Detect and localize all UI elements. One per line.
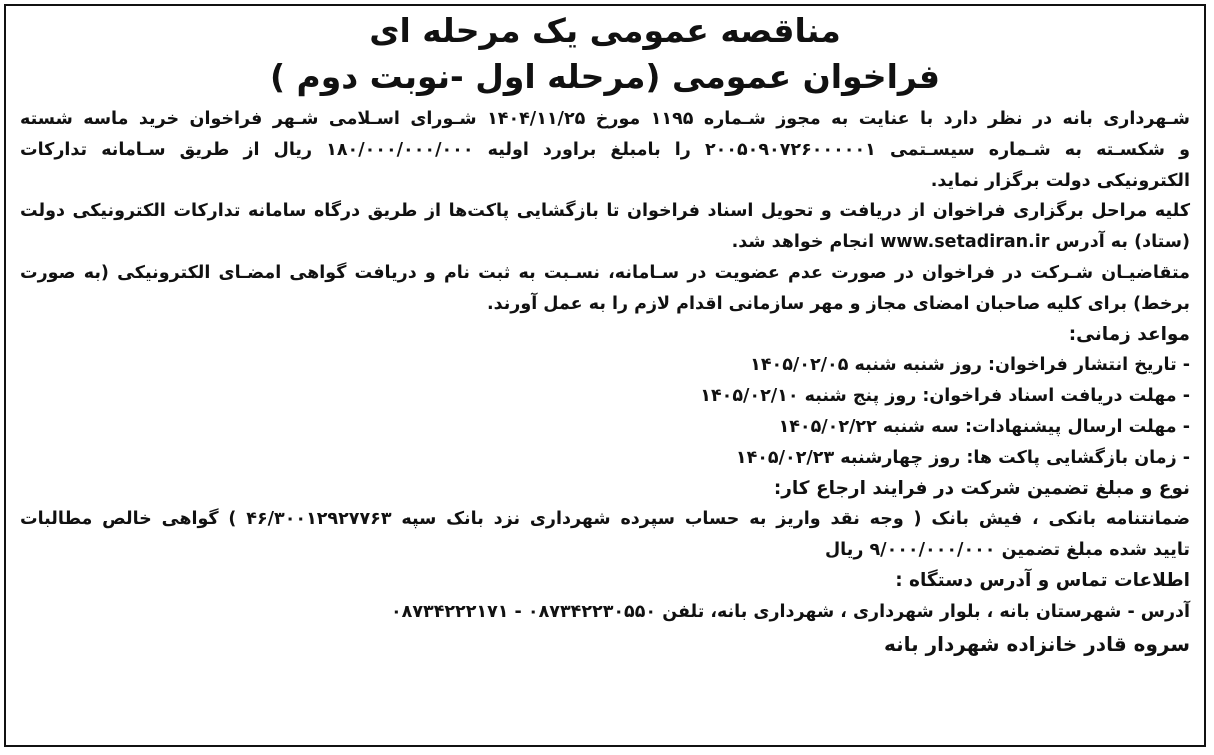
notice-title-line-2: فراخوان عمومی (مرحله اول -نوبت دوم ) <box>269 57 941 96</box>
procedure-address-prefix: (ستاد) به آدرس <box>1055 232 1190 253</box>
notice-body <box>20 104 1190 660</box>
schedule-heading: مواعد زمانی: <box>1068 323 1190 345</box>
intro-line-2: و شکسـته به شـماره سیسـتمی ۲۰۰۵۰۹۰۷۲۶۰۰۰۰۰۱ را بامبلغ براورد اولیه ۱۸۰/۰۰۰/۰۰۰/۰۰۰ ریال از طریق سـامانه تدارکات <box>20 139 1190 160</box>
intro-line-1: شـهرداری بانه در نظر دارد با عنایت به مجوز شـماره ۱۱۹۵ مورخ ۱۴۰۴/۱۱/۲۵ شـورای اسـلامی شـهر فراخوان خرید ماسه شسته <box>20 109 1190 129</box>
signature: سروه قادر خانزاده شهردار بانه <box>884 631 1190 656</box>
guarantee-line-2: تایید شده مبلغ تضمین ۹/۰۰۰/۰۰۰/۰۰۰ ریال <box>825 540 1190 561</box>
notice-title-line-1: مناقصه عمومی یک مرحله ای <box>369 11 841 50</box>
procedure-line-2 <box>20 227 1190 258</box>
schedule-item-documents: - مهلت دریافت اسناد فراخوان: روز پنج شنبه ۱۴۰۵/۰۲/۱۰ <box>700 386 1190 407</box>
notice-frame <box>4 4 1206 747</box>
schedule-item-publish: - تاریخ انتشار فراخوان: روز شنبه شنبه ۱۴۰۵/۰۲/۰۵ <box>750 355 1190 376</box>
contact-address: آدرس - شهرستان بانه ، بلوار شهرداری ، شهرداری بانه، تلفن ۰۸۷۳۴۲۲۳۰۵۵۰ - ۰۸۷۳۴۲۲۲۱۷۱ <box>390 601 1190 622</box>
applicants-line-2: برخط) برای کلیه صاحبان امضای مجاز و مهر سازمانی اقدام لازم را به عمل آورند. <box>486 293 1190 314</box>
guarantee-heading: نوع و مبلغ تضمین شرکت در فرایند ارجاع کار: <box>773 477 1190 499</box>
setadiran-url: www.setadiran.ir <box>880 232 1050 253</box>
procedure-line-1: کلیه مراحل برگزاری فراخوان از دریافت و تحویل اسناد فراخوان تا بازگشایی پاکت‌ها از طریق درگاه سامانه تدارکات الکترونیکی دولت <box>20 201 1190 222</box>
applicants-line-1: متقاضیـان شـرکت در فراخوان در صورت عدم عضویت در سـامانه، نسـبت به ثبت نام و دریافت گواهی امضـای الکترونیکی (به صورت <box>20 262 1190 283</box>
procedure-address-suffix: انجام خواهد شد. <box>731 232 875 253</box>
contact-heading: اطلاعات تماس و آدرس دستگاه : <box>895 569 1190 591</box>
guarantee-line-1: ضمانتنامه بانکی ، فیش بانک ( وجه نقد واریز به حساب سپرده شهرداری نزد بانک سپه ۴۶/۳۰۰۱۲۹۲۷۷۶۳ ) گواهی خالص مطالبات <box>20 509 1190 530</box>
schedule-item-submission: - مهلت ارسال پیشنهادات: سه شنبه ۱۴۰۵/۰۲/۲۲ <box>778 416 1190 437</box>
schedule-item-opening: - زمان بازگشایی پاکت ها: روز چهارشنبه ۱۴۰۵/۰۲/۲۳ <box>735 447 1190 468</box>
intro-line-3: الکترونیکی دولت برگزار نماید. <box>930 170 1190 191</box>
